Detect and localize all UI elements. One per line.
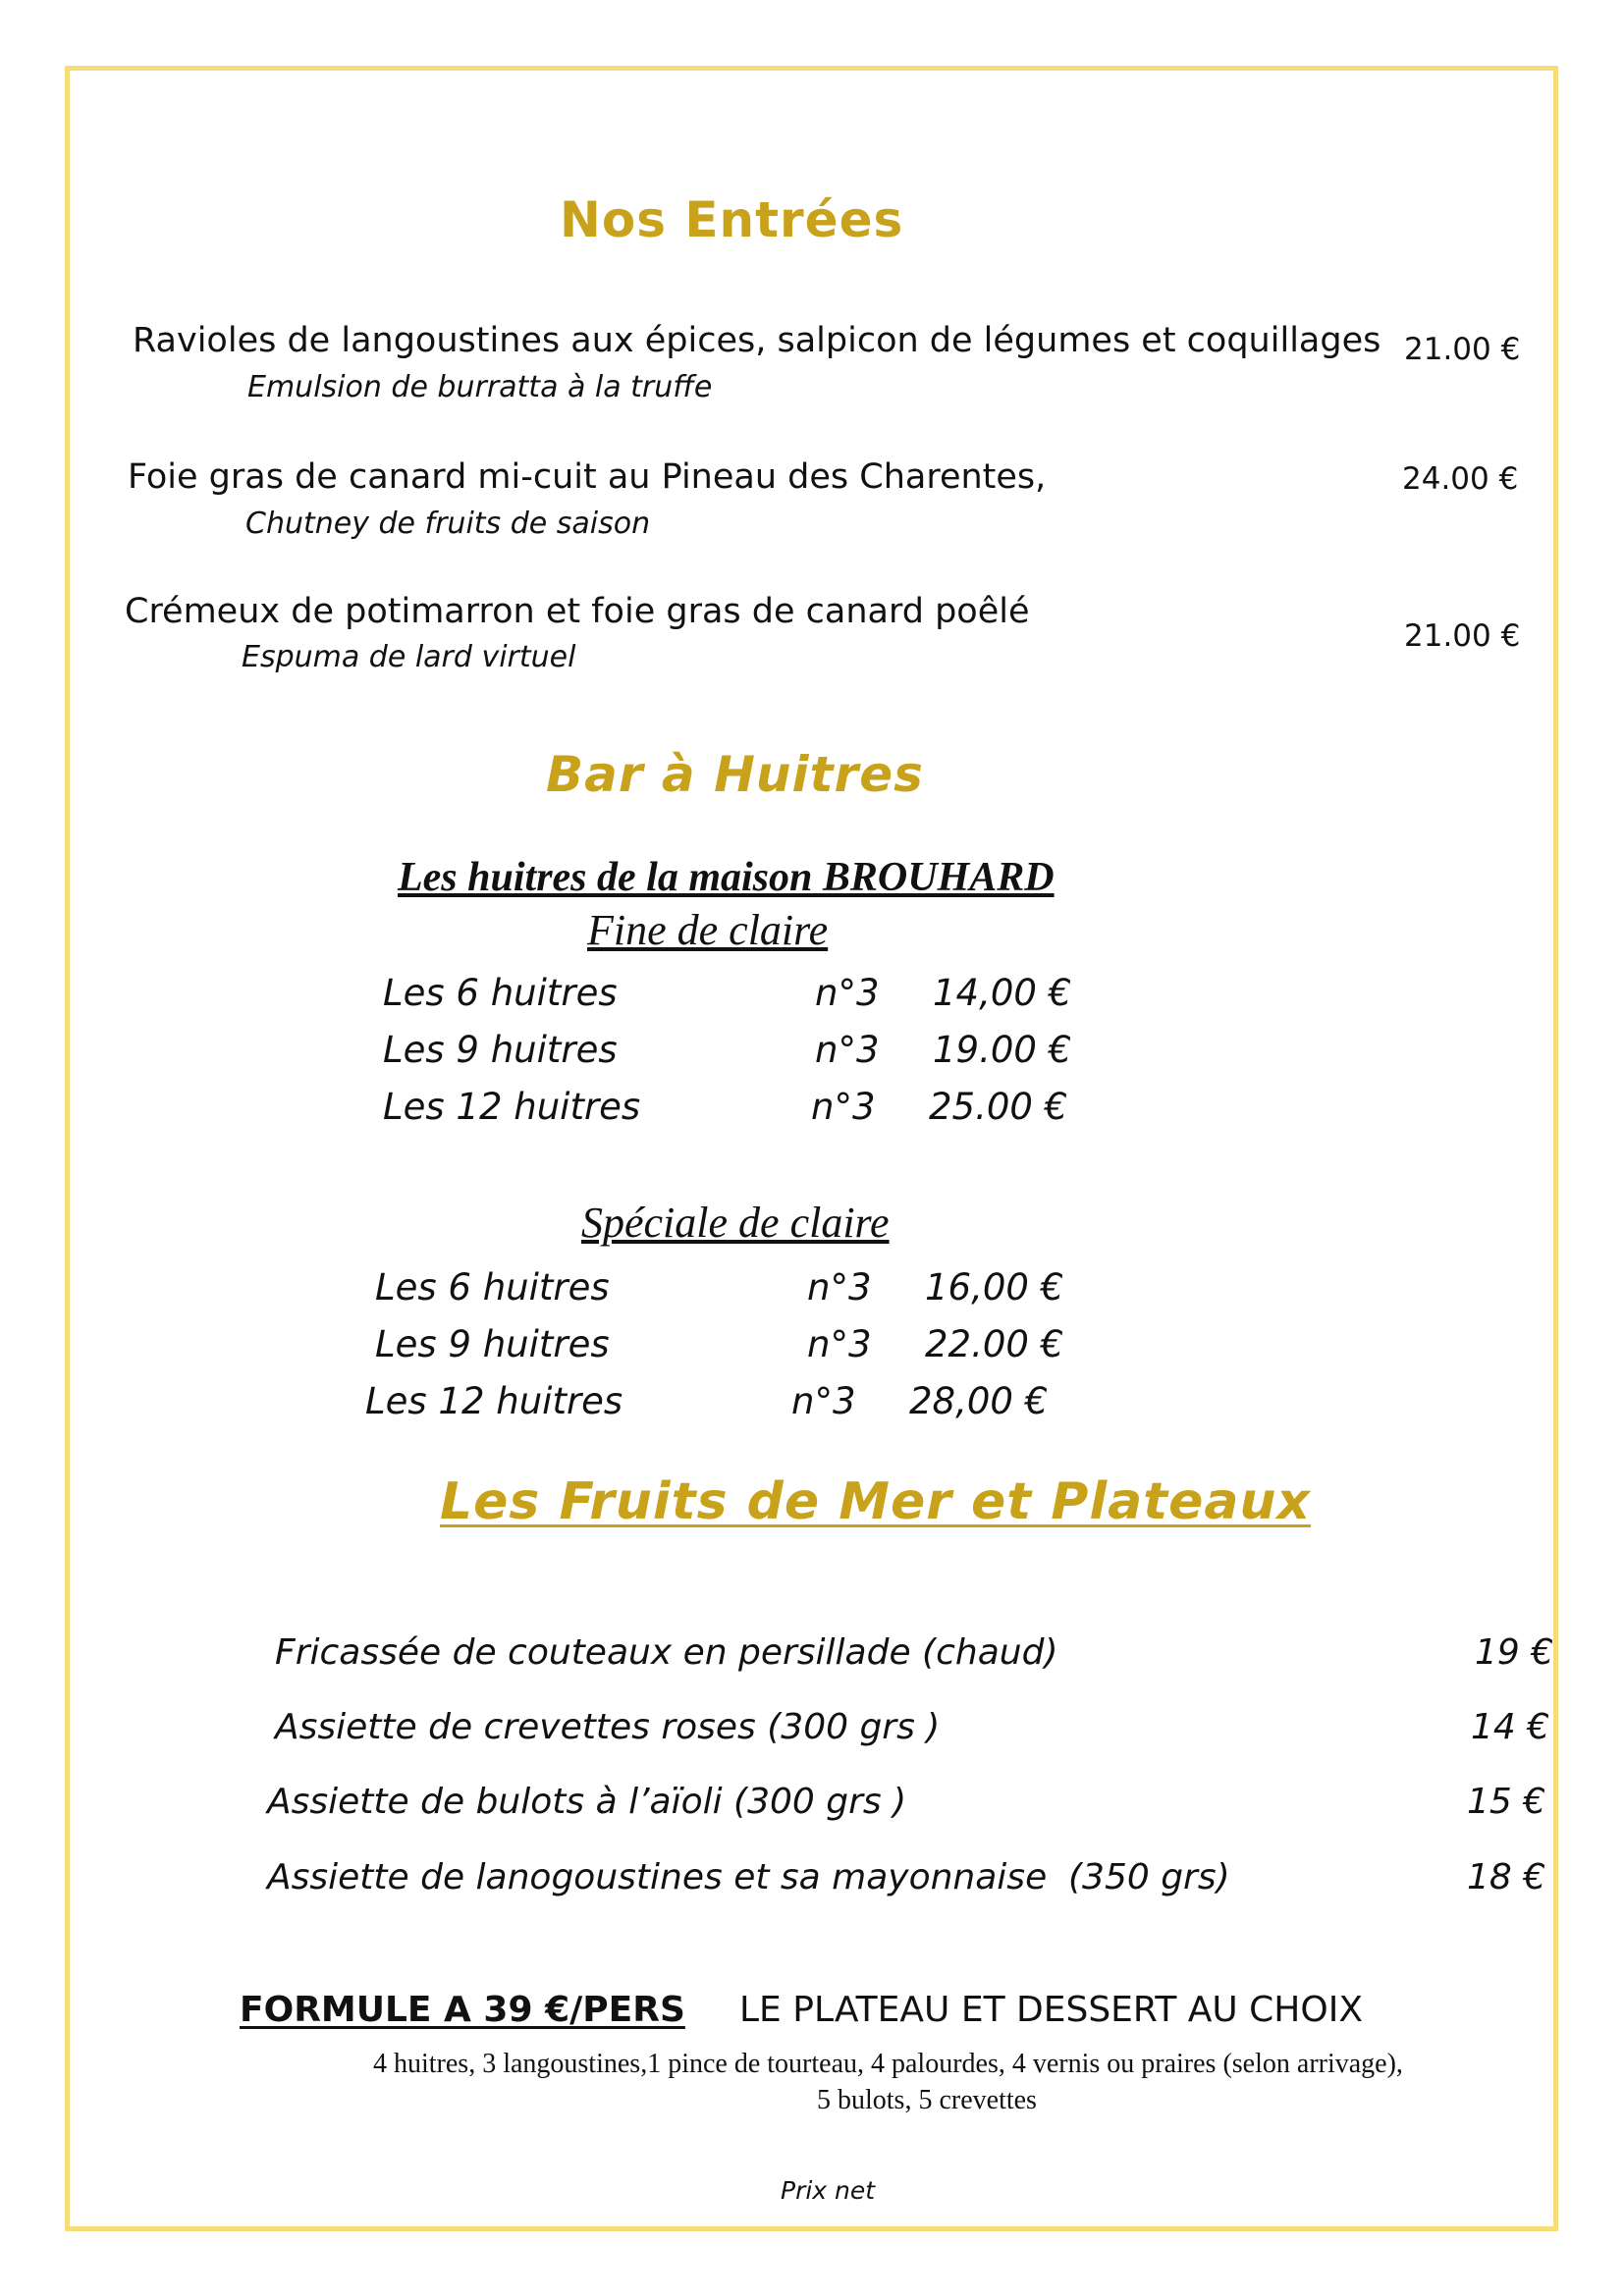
seafood-name: Assiette de lanogoustines et sa mayonnaise: [267, 1857, 1048, 1897]
seafood-title: Les Fruits de Mer et Plateaux: [440, 1472, 1312, 1531]
seafood-price: 14 €: [1471, 1707, 1550, 1747]
entree-price: 24.00 €: [1402, 461, 1519, 497]
oyster-price: 14,00 €: [933, 972, 1072, 1014]
formule-label: FORMULE A 39 €/PERS: [240, 1990, 685, 2030]
oyster-qty: Les 6 huitres: [375, 1266, 610, 1308]
oyster-size: n°3: [815, 972, 880, 1014]
oyster-price: 22.00 €: [925, 1323, 1064, 1365]
oysters-subtitle: Les huitres de la maison BROUHARD: [398, 855, 1055, 900]
oyster-size: n°3: [811, 1086, 876, 1128]
oyster-price: 19.00 €: [933, 1029, 1072, 1071]
formule-desc-line1: 4 huitres, 3 langoustines,1 pince de tourteau, 4 palourdes, 4 vernis ou praires (selon arrivage),: [373, 2049, 1403, 2079]
formule-title: LE PLATEAU ET DESSERT AU CHOIX: [739, 1990, 1363, 2030]
oyster-qty: Les 12 huitres: [365, 1380, 623, 1422]
oyster-price: 28,00 €: [909, 1380, 1049, 1422]
seafood-name: Assiette de bulots à l’aïoli (300 grs ): [267, 1782, 907, 1822]
entree-name: Ravioles de langoustines aux épices, salpicon de légumes et coquillages: [133, 321, 1381, 360]
oyster-size: n°3: [815, 1029, 880, 1071]
oyster-group-title: Fine de claire: [587, 906, 829, 954]
seafood-price: 15 €: [1467, 1782, 1546, 1822]
oyster-size: n°3: [807, 1323, 872, 1365]
entree-price: 21.00 €: [1404, 332, 1521, 367]
oyster-qty: Les 9 huitres: [375, 1323, 610, 1365]
seafood-name: Fricassée de couteaux en persillade (chaud): [275, 1632, 1058, 1673]
seafood-price: 18 €: [1467, 1857, 1546, 1897]
oyster-size: n°3: [791, 1380, 856, 1422]
entree-desc: Emulsion de burratta à la truffe: [247, 370, 713, 404]
oyster-price: 16,00 €: [925, 1266, 1064, 1308]
footer-note: Prix net: [781, 2176, 876, 2205]
oysters-title: Bar à Huitres: [546, 746, 924, 803]
entree-desc: Espuma de lard virtuel: [242, 640, 576, 674]
seafood-weight: (350 grs): [1068, 1857, 1230, 1897]
oyster-qty: Les 9 huitres: [383, 1029, 618, 1071]
entree-name: Crémeux de potimarron et foie gras de canard poêlé: [125, 592, 1030, 631]
oyster-size: n°3: [807, 1266, 872, 1308]
seafood-price: 19 €: [1475, 1632, 1554, 1673]
oyster-price: 25.00 €: [929, 1086, 1068, 1128]
oyster-qty: Les 6 huitres: [383, 972, 618, 1014]
oyster-qty: Les 12 huitres: [383, 1086, 641, 1128]
entree-desc: Chutney de fruits de saison: [245, 507, 651, 541]
oyster-group-title: Spéciale de claire: [581, 1199, 890, 1247]
seafood-name: Assiette de crevettes roses (300 grs ): [275, 1707, 941, 1747]
entree-price: 21.00 €: [1404, 618, 1521, 654]
entrees-title: Nos Entrées: [560, 191, 904, 248]
entree-name: Foie gras de canard mi-cuit au Pineau des Charentes,: [128, 457, 1047, 497]
formule-desc-line2: 5 bulots, 5 crevettes: [817, 2085, 1037, 2115]
